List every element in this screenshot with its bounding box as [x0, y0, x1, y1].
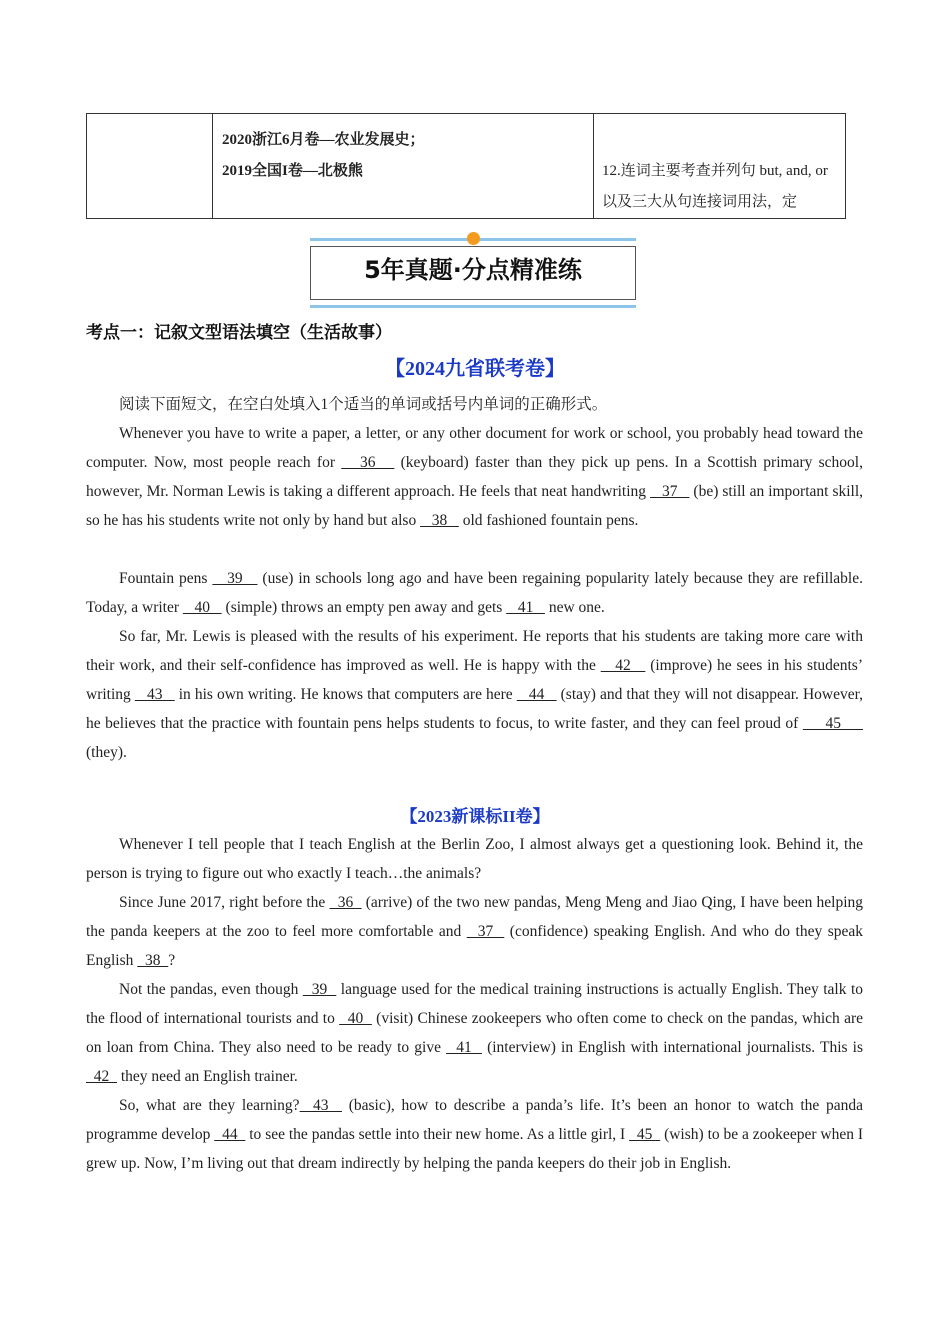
blank-44: 44: [516, 686, 557, 703]
blank-44: 44: [214, 1126, 246, 1143]
table-note-text: 12.连词主要考查并列句 but, and, or 以及三大从句连接词用法，定: [602, 163, 828, 210]
section-heading-2024: 【2024九省联考卷】: [385, 358, 565, 380]
instruction-text: 阅读下面短文，在空白处填入1个适当的单词或括号内单词的正确形式。: [119, 396, 608, 413]
passage-paragraph: Since June 2017, right before the 36 (arrive) of the two new pandas, Meng Meng and Jiao Qing, I have been helping the panda keepers at the zoo to feel more comfortable and 37 (confidence) speaking English. And who do they speak English 38 ?: [86, 894, 864, 969]
blank-45: 45: [802, 715, 863, 732]
section-banner: [310, 238, 636, 308]
blank-41: 41: [506, 599, 545, 616]
blank-39: 39: [212, 570, 258, 587]
blank-40: 40: [339, 1010, 372, 1027]
blank-42: 42: [86, 1068, 117, 1085]
topic-heading: 考点一：记叙文型语法填空（生活故事）: [86, 323, 392, 343]
banner-dot-icon: [467, 232, 480, 245]
passage-paragraph: So, what are they learning? 43 (basic), how to describe a panda’s life. It’s been an honor to watch the panda programme develop 44 to see the pandas settle into their new home. As a little girl, I 45 (wish) to be a zookeeper when I grew up. Now, I’m living out that dream indirectly by helping the panda keepers do their job in English.: [86, 1097, 864, 1172]
blank-39: 39: [302, 981, 337, 998]
table-cell-empty: [87, 114, 213, 219]
section-heading-2023: 【2023新课标II卷】: [400, 807, 550, 826]
banner-title: 5年真题·分点精准练: [310, 246, 636, 300]
blank-38: 38: [137, 952, 169, 969]
table-cell-sources: [213, 114, 594, 219]
passage-paragraph: Whenever I tell people that I teach English at the Berlin Zoo, I almost always get a questioning look. Behind it, the person is trying to figure out who exactly I teach…the animals?: [86, 836, 863, 882]
blank-42: 42: [600, 657, 646, 674]
table-source-line: 2020浙江6月卷—农业发展史；: [222, 132, 425, 148]
blank-43: 43: [299, 1097, 342, 1114]
blank-37: 37: [650, 483, 690, 500]
blank-45: 45: [629, 1126, 661, 1143]
blank-41: 41: [446, 1039, 482, 1056]
passage-paragraph: Not the pandas, even though 39 language used for the medical training instructions is actually English. They talk to the flood of international tourists and to 40 (visit) Chinese zookeepers who often come to check on the pandas, which are on loan from China. They also need to be ready to give 41 (interview) in English with international journalists. This is 42 they need an English trainer.: [86, 981, 864, 1085]
blank-38: 38: [420, 512, 459, 529]
table-cell-note: [594, 114, 846, 219]
blank-40: 40: [182, 599, 222, 616]
table-source-line: 2019全国I卷—北极熊: [222, 163, 363, 179]
passage-paragraph: Fountain pens 39 (use) in schools long ago and have been regaining popularity lately because they are refillable. Today, a writer 40 (simple) throws an empty pen away and gets 41 new one.: [86, 570, 863, 616]
passage-paragraph: Whenever you have to write a paper, a letter, or any other document for work or school, you probably head toward the computer. Now, most people reach for 36 (keyboard) faster than they pick up pens. In a Scottish primary school, however, Mr. Norman Lewis is taking a different approach. He feels that neat handwriting 37 (be) still an important skill, so he has his students write not only by hand but also 38 old fashioned fountain pens.: [86, 425, 864, 529]
blank-36: 36: [341, 454, 395, 471]
blank-43: 43: [134, 686, 175, 703]
blank-37: 37: [466, 923, 505, 940]
blank-36: 36: [329, 894, 362, 911]
passage-paragraph: So far, Mr. Lewis is pleased with the results of his experiment. He reports that his students are taking more care with their work, and their self-confidence has improved as well. He is happy with the 42 (improve) he sees in his students’ writing 43 in his own writing. He knows that computers are here 44 (stay) and that they will not disappear. However, he believes that the practice with fountain pens helps students to focus, to write faster, and they can feel proud of 45 (they).: [86, 628, 864, 761]
summary-table: [86, 113, 846, 219]
